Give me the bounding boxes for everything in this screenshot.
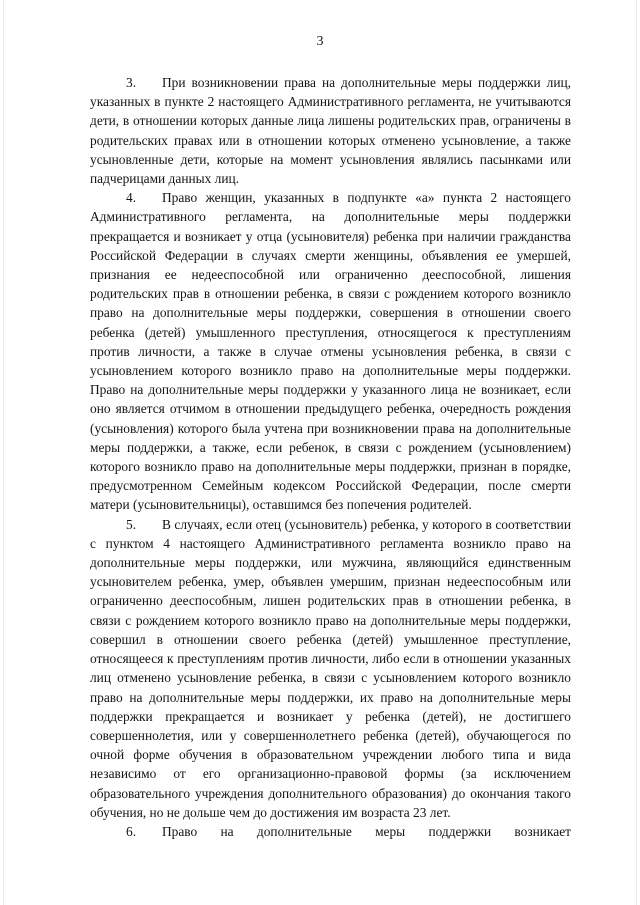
right-scan-edge	[636, 0, 637, 905]
left-scan-edge	[3, 0, 4, 905]
document-body	[90, 73, 571, 841]
paragraph-number: 5.	[126, 516, 137, 532]
paragraph-5	[90, 515, 571, 822]
paragraph-text: При возникновении права на дополнительные меры поддержки лиц, указанных в пункте 2 настоящего Административного регламента, не учитываются дети, в отношении которых данные лица лишены родительских прав, ограничены в родительских правах или в отношении которых отменено усыновление, а также усыновленные дети, которые на момент усыновления являлись пасынками или падчерицами данных лиц.	[90, 75, 571, 187]
paragraph-6	[90, 822, 571, 841]
paragraph-text: Право на дополнительные меры поддержки возникает	[162, 823, 571, 839]
page-number: 3	[316, 34, 324, 49]
paragraph-number: 3.	[126, 75, 137, 90]
paragraph-number: 4.	[126, 190, 137, 206]
paragraph-number: 6.	[126, 823, 137, 839]
paragraph-text: В случаях, если отец (усыновитель) ребенка, у которого в соответствии с пунктом 4 настоящего Административного регламента возникло право на дополнительные меры поддержки, или мужчина, являющийся единственным усыновителем ребенка, умер, объявлен умершим, признан недееспособным или ограниченно дееспособным, лишен родительских прав в отношении ребенка, в связи с рождением которого возникло право на дополнительные меры поддержки, совершил в отношении своего ребенка (детей) умышленное преступление, относящееся к преступлениям против личности, либо если в отношении указанных лиц отменено усыновление ребенка, в связи с усыновлением которого возникло право на дополнительные меры поддержки, их право на дополнительные меры поддержки прекращается и возникает у ребенка (детей), не достигшего совершеннолетия, или у совершеннолетнего ребенка (детей), обучающегося по очной форме обучения в образовательном учреждении любого типа и вида независимо от его организационно-правовой формы (за исключением образовательного учреждения дополнительного образования) до окончания такого обучения, но не дольше чем до достижения им возраста 23 лет.	[90, 516, 571, 820]
paragraph-text: Право женщин, указанных в подпункте «а» пункта 2 настоящего Административного регламента, на дополнительные меры поддержки прекращается и возникает у отца (усыновителя) ребенка при наличии гражданства Российской Федерации в случаях смерти женщины, объявления ее умершей, признания ее недееспособной или ограниченно дееспособной, лишения родительских прав в отношении ребенка, в связи с рождением которого возникло право на дополнительные меры поддержки, совершения в отношении своего ребенка (детей) умышленного преступления, относящегося к преступлениям против личности, а также в случае отмены усыновления ребенка, в связи с усыновлением которого возникло право на дополнительные меры поддержки. Право на дополнительные меры поддержки у указанного лица не возникает, если оно является отчимом в отношении предыдущего ребенка, очередность рождения (усыновления) которого была учтена при возникновении права на дополнительные меры поддержки, а также, если ребенок, в связи с рождением (усыновлением) которого возникло право на дополнительные меры поддержки, признан в порядке, предусмотренном Семейным кодексом Российской Федерации, после смерти матери (усыновительницы), оставшимся без попечения родителей.	[90, 190, 571, 513]
paragraph-3	[90, 73, 571, 188]
paragraph-4	[90, 188, 571, 514]
